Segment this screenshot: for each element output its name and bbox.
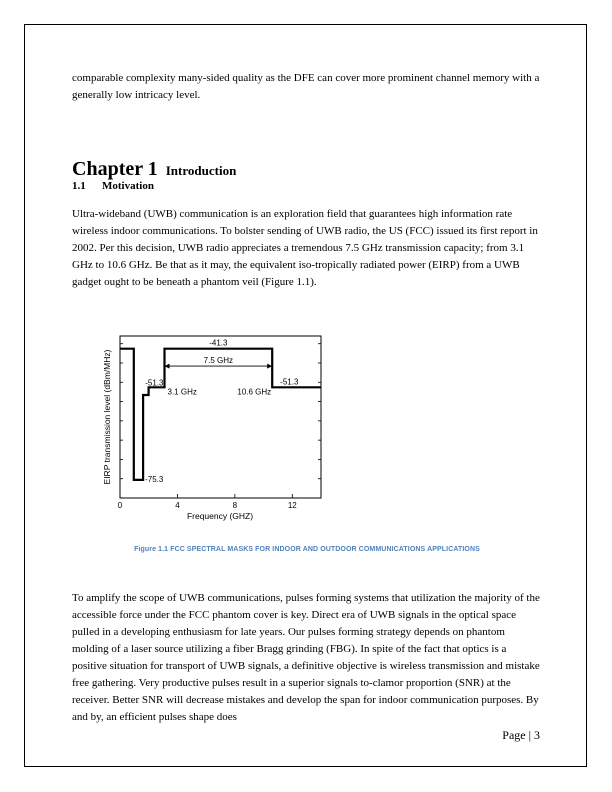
- x-tick-label: 4: [175, 501, 180, 510]
- chapter-heading: [72, 146, 236, 183]
- chapter-title: Introduction: [165, 163, 237, 178]
- x-tick-label: 8: [232, 501, 238, 510]
- mask-series-line: [120, 349, 321, 480]
- section-heading: [72, 180, 154, 192]
- label-left-level: -51.3: [145, 378, 164, 388]
- intro-paragraph: comparable complexity many-sided quality as the DFE can cover more prominent channel memory with a generally low intricacy level.: [72, 72, 540, 101]
- figure-caption: Figure 1.1 FCC SPECTRAL MASKS FOR INDOOR AND OUTDOOR COMMUNICATIONS APPLICATIONS: [134, 546, 480, 553]
- motivation-paragraph: Ultra-wideband (UWB) communication is an exploration field that guarantees high information rate wireless indoor communications. To bolster sending of UWB radio, the US (FCC) issued its first report in 2002. Per this decision, UWB radio appreciates a tremendous 7.5 GHz transmission capacity; from 3.1 GHz to 10.6 GHz. Be that as it may, the equivalent iso-tropically radiated power (EIRP) from a UWB gadget ought to be beneath a phantom veil (Figure 1.1).: [72, 208, 538, 288]
- chapter-label: Chapter 1: [72, 158, 158, 180]
- label-min-level: -75.3: [145, 474, 164, 484]
- section-title: Motivation: [102, 180, 154, 192]
- fcc-spectral-mask-chart: [100, 330, 330, 530]
- body-paragraph: To amplify the scope of UWB communications, pulses forming systems that utilization the majority of the accessible force under the FCC phantom cover is key. Direct era of UWB signals in the optical space pulled in a developing enthusiasm for late years. Our pulses forming strategy depends on phantom molding of a laser source utilizing a fiber Bragg grinding (FBG). In spite of the fact that optics is a positive situation for transport of UWB signals, a definitive objective is wireless transmission and mistake free gathering. Very productive pulses result in a superior signals to-clamor proportion (SNR) at the receiver. Better SNR will decrease mistakes and develop the span for indoor communication purposes. By and by, an efficient pulses shape does: [72, 592, 540, 723]
- x-axis-title: Frequency (GHZ): [186, 511, 254, 521]
- label-right-level: -51.3: [280, 377, 299, 387]
- label-top-level: -41.3: [209, 338, 228, 348]
- y-axis-title: EIRP transmission level (dBm/MHz): [102, 349, 112, 485]
- x-tick-label: 12: [287, 501, 297, 510]
- label-bandwidth: 7.5 GHz: [203, 356, 234, 366]
- page-number: Page | 3: [502, 728, 540, 742]
- label-high-edge: 10.6 GHz: [237, 387, 272, 397]
- label-low-edge: 3.1 GHz: [167, 387, 197, 397]
- x-axis-ticks: [118, 494, 298, 510]
- x-tick-label: 0: [117, 501, 123, 510]
- section-number: 1.1: [72, 180, 86, 192]
